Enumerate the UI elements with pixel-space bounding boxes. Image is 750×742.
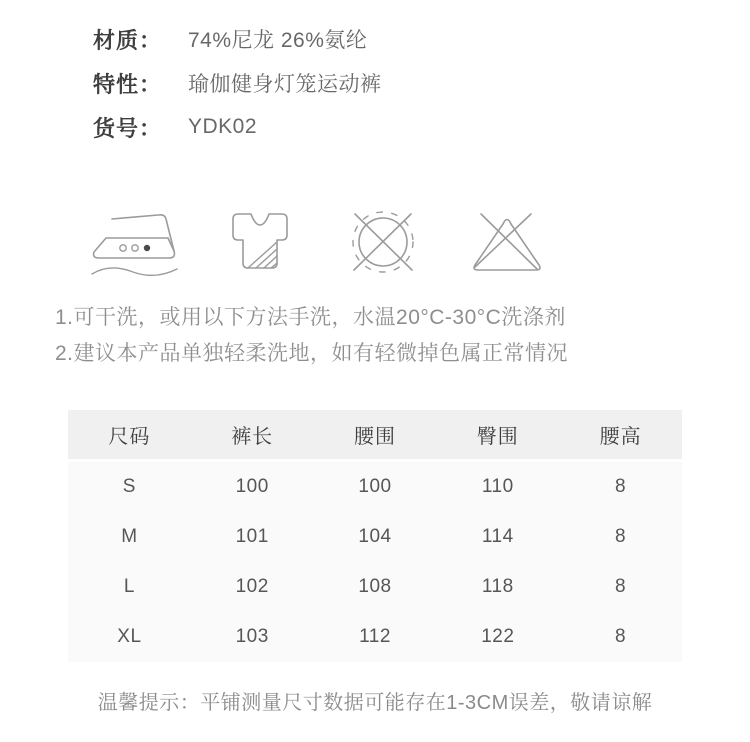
size-cell: 100 xyxy=(314,461,437,513)
size-cell: 122 xyxy=(436,612,559,662)
col-header-hip: 臀围 xyxy=(436,410,559,461)
feature-label: 特性： xyxy=(93,71,163,97)
size-cell: 8 xyxy=(559,512,682,562)
size-cell: 8 xyxy=(559,461,682,513)
size-cell: 100 xyxy=(191,461,314,513)
item-number-label: 货号： xyxy=(93,115,163,141)
care-notes xyxy=(55,300,750,372)
size-cell: 114 xyxy=(436,512,559,562)
product-specs xyxy=(0,0,750,142)
item-number-value: YDK02 xyxy=(188,115,258,138)
material-value: 74%尼龙 26%氨纶 xyxy=(188,29,368,52)
spec-row-item-number xyxy=(93,112,750,142)
size-cell: 110 xyxy=(436,461,559,513)
size-cell: 8 xyxy=(559,612,682,662)
table-row-xl xyxy=(68,612,682,662)
size-cell: 118 xyxy=(436,562,559,612)
table-row-s xyxy=(68,461,682,513)
table-row-m xyxy=(68,512,682,562)
care-icons-row xyxy=(85,202,750,282)
size-cell: 104 xyxy=(314,512,437,562)
size-cell: 102 xyxy=(191,562,314,612)
size-cell: 103 xyxy=(191,612,314,662)
spec-row-material xyxy=(93,24,750,54)
size-cell: 108 xyxy=(314,562,437,612)
no-bleach-icon xyxy=(457,202,557,282)
size-chart-header-row xyxy=(68,410,682,461)
care-note-line-1: 1.可干洗，或用以下方法手洗，水温20°C-30°C洗涤剂 xyxy=(55,306,566,329)
size-cell: 8 xyxy=(559,562,682,612)
spec-row-feature xyxy=(93,68,750,98)
no-sun-drying-icon xyxy=(333,202,433,282)
size-cell: S xyxy=(68,461,191,513)
size-cell: M xyxy=(68,512,191,562)
size-cell: XL xyxy=(68,612,191,662)
col-header-pant-length: 裤长 xyxy=(191,410,314,461)
care-note-line-2: 2.建议本产品单独轻柔洗地，如有轻微掉色属正常情况 xyxy=(55,342,569,365)
material-label: 材质： xyxy=(93,27,163,53)
size-cell: 112 xyxy=(314,612,437,662)
size-chart-table xyxy=(68,410,682,662)
col-header-waist: 腰围 xyxy=(314,410,437,461)
iron-icon xyxy=(85,202,185,282)
measurement-disclaimer: 温馨提示：平铺测量尺寸数据可能存在1-3CM误差，敬请谅解 xyxy=(97,692,653,714)
table-row-l xyxy=(68,562,682,612)
size-cell: L xyxy=(68,562,191,612)
col-header-rise: 腰高 xyxy=(559,410,682,461)
col-header-size: 尺码 xyxy=(68,410,191,461)
feature-value: 瑜伽健身灯笼运动裤 xyxy=(188,73,382,96)
tshirt-hatched-corner-icon xyxy=(209,202,309,282)
size-cell: 101 xyxy=(191,512,314,562)
